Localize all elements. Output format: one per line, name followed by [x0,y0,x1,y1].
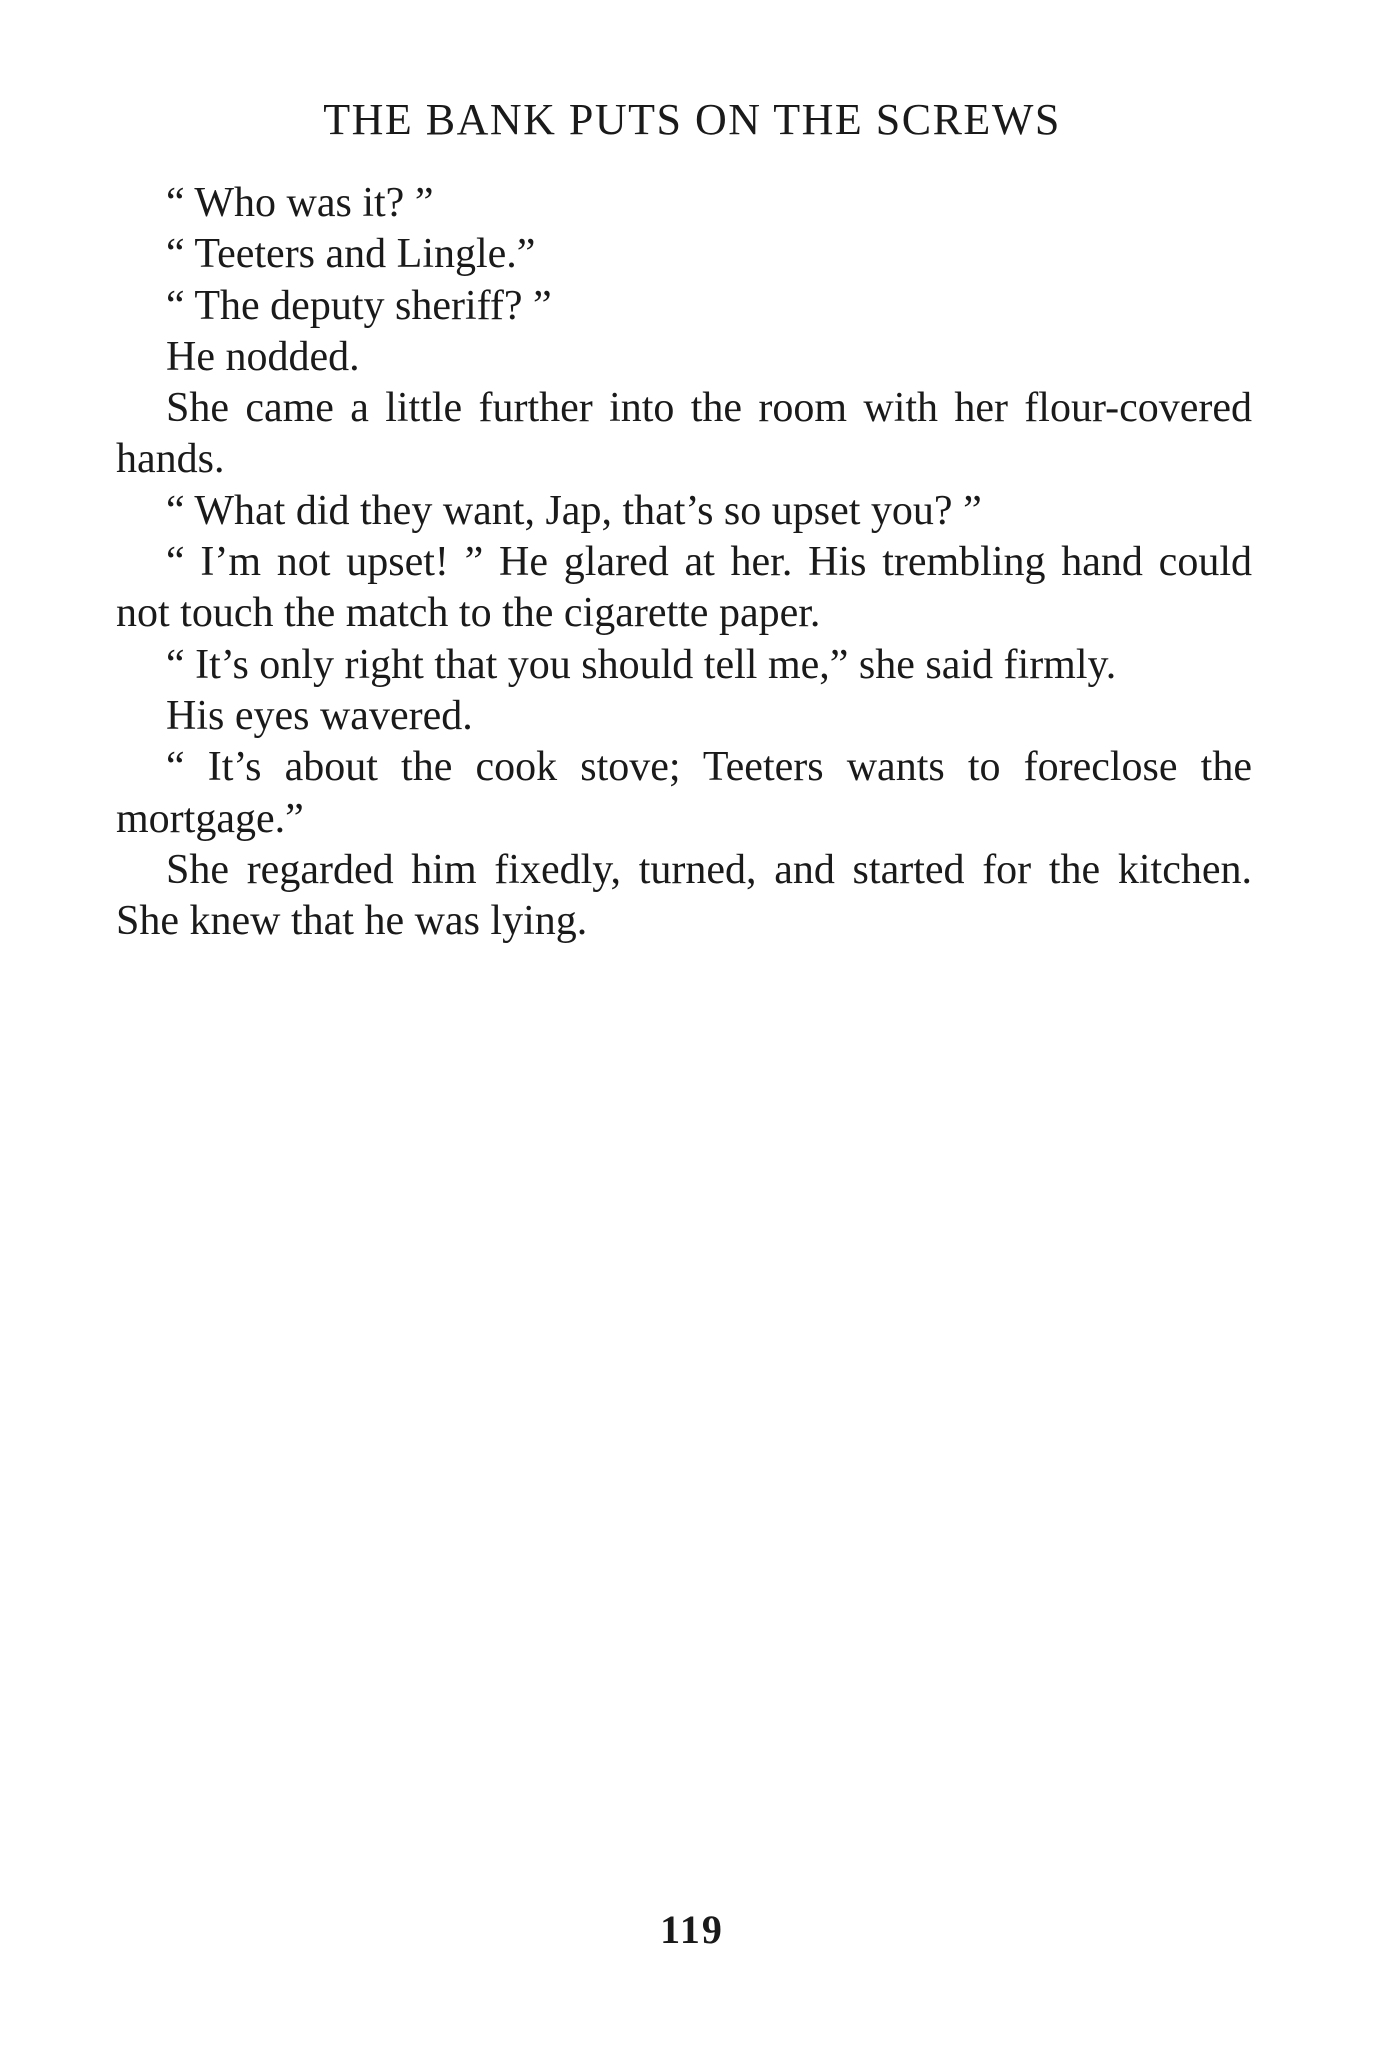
paragraph: “ Who was it? ” [166,180,434,226]
paragraph: She came a little further into the room with her flour-covered hands. [116,385,1252,483]
paragraph: “ The deputy sheriff? ” [166,282,552,329]
body-text [116,178,1252,947]
paragraph: “ It’s about the cook stove; Teeters wants to foreclose the mortgage.” [116,744,1252,842]
running-head: THE BANK PUTS ON THE SCREWS [323,95,1061,144]
paragraph: He nodded. [166,333,360,380]
paragraph: “ It’s only right that you should tell me,” she said firmly. [166,641,1117,688]
paragraph: “ What did they want, Jap, that’s so upset you? ” [166,487,982,534]
paragraph: She regarded him fixedly, turned, and started for the kitchen. She knew that he was lying. [116,846,1252,945]
paragraph: “ I’m not upset! ” He glared at her. His trembling hand could not touch the match to the cigarette paper. [116,539,1252,637]
paragraph: “ Teeters and Lingle.” [166,231,536,278]
page-number: 119 [660,1907,724,1952]
paragraph: His eyes wavered. [166,692,473,739]
